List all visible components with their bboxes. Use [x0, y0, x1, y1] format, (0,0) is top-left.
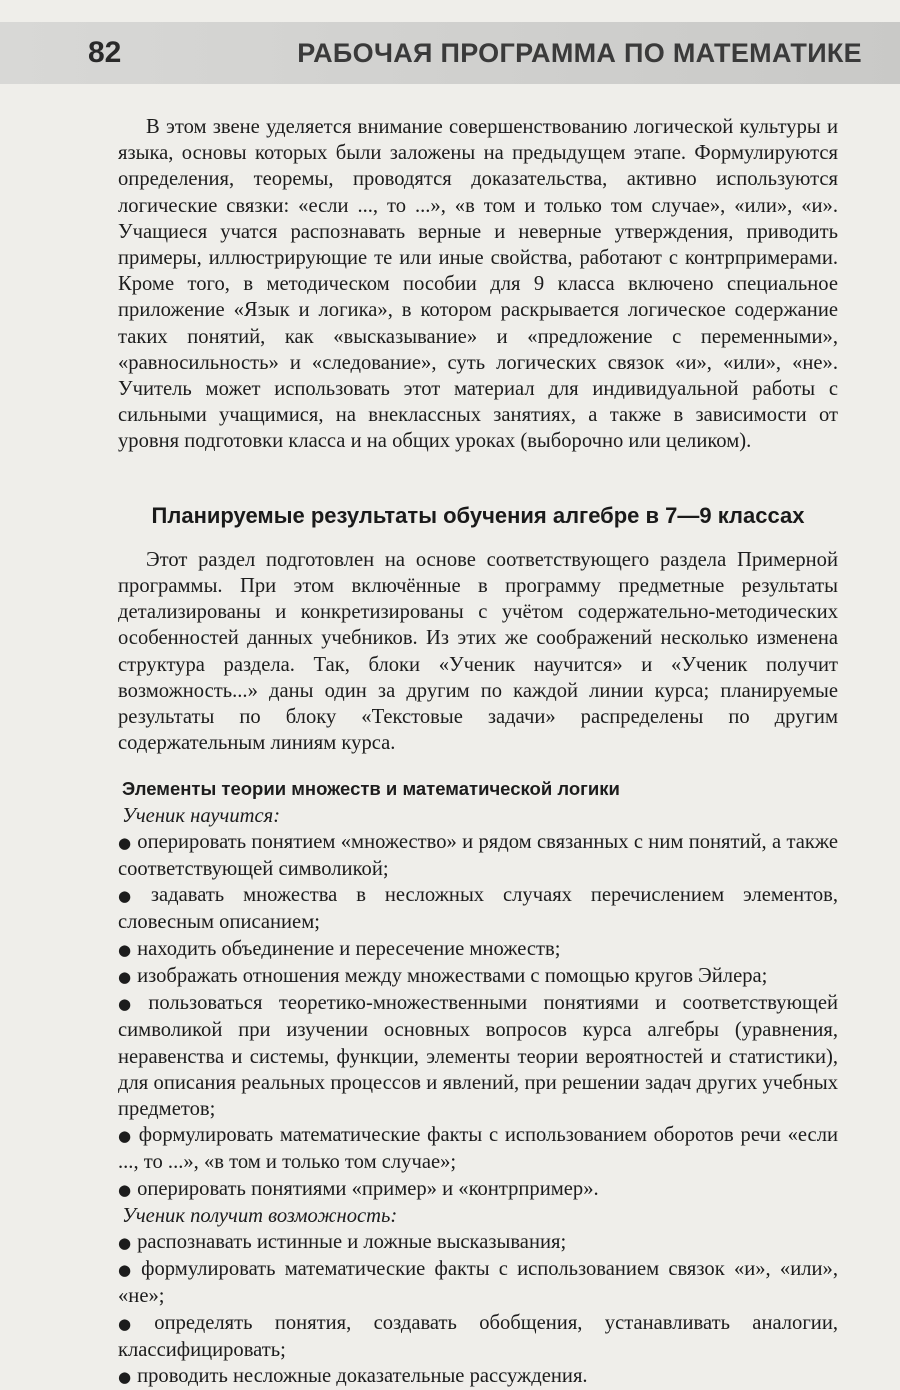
bullet-icon: ●	[118, 1180, 132, 1199]
bullet-icon: ●	[118, 967, 132, 986]
page-content	[118, 114, 838, 1390]
opportunity-list	[118, 1229, 838, 1390]
bullet-icon: ●	[118, 1314, 149, 1333]
list-item: ● изображать отношения между множествами с помощью кругов Эйлера;	[118, 964, 768, 987]
list-item: ● задавать множества в несложных случаях перечислением элементов, словесным описанием;	[118, 884, 839, 934]
bullet-icon: ●	[118, 887, 145, 906]
page-number: 82	[88, 36, 122, 69]
bullet-icon: ●	[118, 995, 143, 1014]
list-item: ● пользоваться теоретико-множественными понятиями и соответствующей символикой при изучении основных вопросов курса алгебры (уравнения, неравенства и системы, функции, элементы теории вероятностей и статистики), для описания реальных процессов и явлений, при решении задач других учебных предметов;	[118, 992, 838, 1120]
bullet-icon: ●	[118, 1127, 133, 1146]
section-paragraph: Этот раздел подготовлен на основе соответствующего раздела Примерной программы. При этом включённые в программу предметные результаты детализированы и конкретизированы с учётом содержательно-методических особенностей данных учебников. Из этих же соображений несколько изменена структура раздела. Так, блоки «Ученик научится» и «Ученик получит возможность...» даны один за другим по каждой линии курса; планируемые результаты по блоку «Текстовые задачи» распределены по другим содержательным линиям курса.	[118, 548, 838, 755]
list-item: ● формулировать математические факты с использованием связок «и», «или», «не»;	[118, 1258, 838, 1308]
opportunity-label: Ученик получит возможность:	[122, 1204, 398, 1227]
running-title: РАБОЧАЯ ПРОГРАММА ПО МАТЕМАТИКЕ	[297, 38, 862, 68]
list-item: ● формулировать математические факты с использованием оборотов речи «если ..., то ...», «в том и только том случае»;	[118, 1124, 838, 1174]
section-title: Планируемые результаты обучения алгебре в 7—9 классах	[151, 502, 805, 528]
bullet-icon: ●	[118, 1233, 132, 1252]
learns-label: Ученик научится:	[122, 804, 281, 827]
list-item: ● находить объединение и пересечение множеств;	[118, 937, 561, 960]
learns-list	[118, 829, 838, 1203]
list-item: ● определять понятия, создавать обобщения, устанавливать аналогии, классифицировать;	[118, 1311, 838, 1361]
bullet-icon: ●	[118, 1367, 132, 1386]
bullet-icon: ●	[118, 940, 132, 959]
subsection-title: Элементы теории множеств и математической логики	[122, 778, 620, 800]
intro-paragraph: В этом звене уделяется внимание совершенствованию логической культуры и языка, основы которых были заложены на предыдущем этапе. Формулируются определения, теоремы, проводятся доказательства, активно используются логические связки: «если ..., то ...», «в том и только том случае», «или», «и». Учащиеся учатся распознавать верные и неверные утверждения, приводить примеры, иллюстрирующие те или иные свойства, работают с контрпримерами. Кроме того, в методическом пособии для 9 класса включено специальное приложение «Язык и логика», в котором раскрывается логическое содержание таких понятий, как «высказывание» и «предложение с переменными», «равносильность» и «следование», суть логических связок «и», «или», «не». Учитель может использовать этот материал для индивидуальной работы с сильными учащимися, на внеклассных занятиях, а также в зависимости от уровня подготовки класса и на общих уроках (выборочно или целиком).	[118, 116, 838, 453]
bullet-icon: ●	[118, 833, 132, 852]
bullet-icon: ●	[118, 1261, 136, 1280]
list-item: ● оперировать понятиями «пример» и «контрпример».	[118, 1177, 599, 1200]
list-item: ● оперировать понятием «множество» и рядом связанных с ним понятий, а также соответствующей символикой;	[118, 830, 838, 881]
list-item: ● проводить несложные доказательные рассуждения.	[118, 1364, 588, 1387]
page-header	[0, 22, 900, 84]
list-item: ● распознавать истинные и ложные высказывания;	[118, 1230, 567, 1253]
